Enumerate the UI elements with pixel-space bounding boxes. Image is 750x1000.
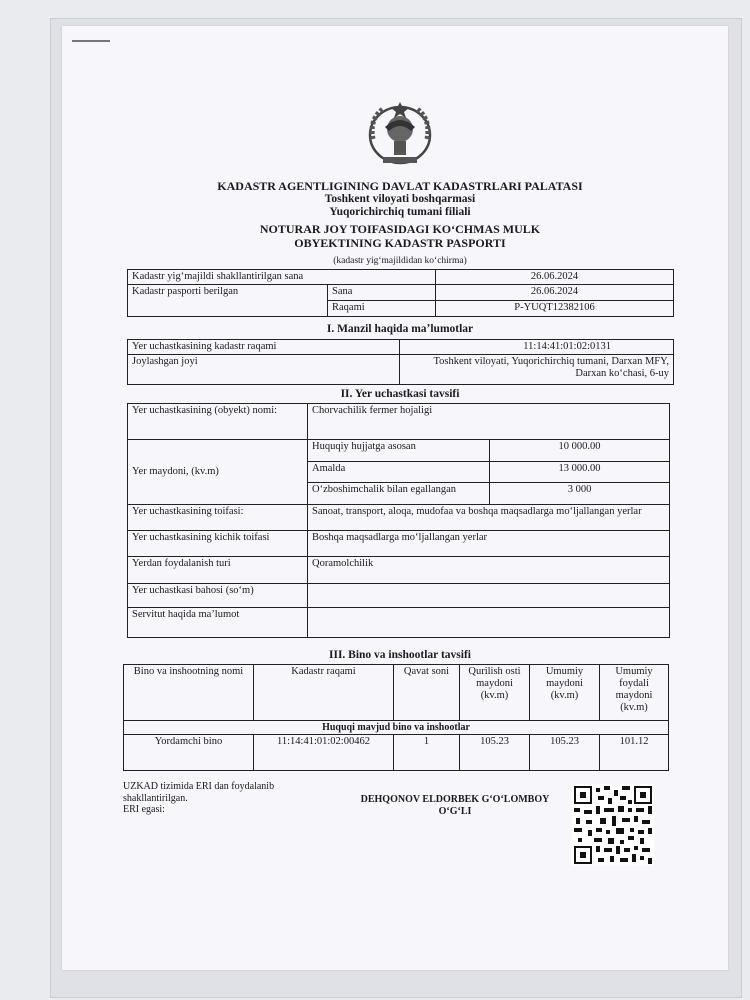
legal-value: 10 000.00 [490, 440, 670, 462]
registry-table [127, 269, 674, 317]
number-label: Raqami [328, 301, 436, 317]
land-use-value: Qoramolchilik [308, 557, 670, 584]
legal-label: Huquqiy hujjatga asosan [308, 440, 490, 462]
col-building-name: Bino va inshootning nomi [124, 665, 254, 721]
date-value: 26.06.2024 [436, 285, 674, 301]
eri-note: UZKAD tizimida ERI dan foydalanib shakllantirilgan. [123, 781, 275, 804]
location-label: Joylashgan joyi [128, 355, 400, 385]
area-label: Yer maydoni, (kv.m) [128, 440, 308, 505]
subcategory-value: Boshqa maqsadlarga moʻljallangan yerlar [308, 531, 670, 557]
date-label: Sana [328, 285, 436, 301]
eri-owner-name-line1: DEHQONOV ELDORBEK GʻOʻLOMBOY [360, 794, 550, 805]
col-cadastre-number: Kadastr raqami [254, 665, 394, 721]
sleeve-mark [72, 40, 110, 42]
region-name: Toshkent viloyati boshqarmasi [324, 193, 476, 205]
row-building-name: Yordamchi bino [124, 735, 254, 771]
row-footprint: 105.23 [460, 735, 530, 771]
doc-title-line1: NOTURAR JOY TOIFASIDAGI KOʻCHMAS MULK [259, 222, 541, 236]
agency-name: KADASTR AGENTLIGINING DAVLAT KADASTRLARI PALATASI [217, 179, 583, 193]
formed-date: 26.06.2024 [436, 270, 674, 285]
col-footprint: Qurilish osti maydoni (kv.m) [460, 665, 530, 721]
doc-subtitle: (kadastr yigʻmajildidan koʻchirma) [333, 256, 467, 266]
row-floors: 1 [394, 735, 460, 771]
actual-value: 13 000.00 [490, 462, 670, 483]
price-label: Yer uchastkasi bahosi (soʻm) [128, 584, 308, 608]
price-value [308, 584, 670, 608]
servitude-label: Servitut haqida maʼlumot [128, 608, 308, 638]
formed-label: Kadastr yigʻmajildi shakllantirilgan sana [128, 270, 436, 285]
qr-code-icon [572, 784, 654, 866]
land-use-label: Yerdan foydalanish turi [128, 557, 308, 584]
section1-title: I. Manzil haqida maʼlumotlar [326, 323, 474, 335]
table-row [124, 735, 669, 771]
section3-title: III. Bino va inshootlar tavsifi [329, 649, 471, 661]
eri-owner-name-line2: OʻGʻLI [438, 806, 472, 817]
state-emblem-icon [361, 99, 439, 169]
category-value: Sanoat, transport, aloqa, mudofaa va boshqa maqsadlarga moʻljallangan yerlar [308, 505, 670, 531]
land-table [127, 403, 670, 638]
servitude-value [308, 608, 670, 638]
row-total-area: 105.23 [530, 735, 600, 771]
branch-name: Yuqorichirchiq tumani filiali [329, 206, 471, 218]
address-table [127, 339, 674, 385]
row-cadastre-number: 11:14:41:01:02:00462 [254, 735, 394, 771]
number-value: P-YUQT12382106 [436, 301, 674, 317]
location-value: Toshkent viloyati, Yuqorichirchiq tumani, Darxan MFY, Darxan koʻchasi, 6-uy [400, 355, 674, 385]
name-value: Chorvachilik fermer hojaligi [308, 404, 670, 440]
col-total-area: Umumiy maydoni (kv.m) [530, 665, 600, 721]
name-label: Yer uchastkasining (obyekt) nomi: [128, 404, 308, 440]
buildings-table [123, 664, 669, 771]
col-useful-area: Umumiy foydali maydoni (kv.m) [600, 665, 669, 721]
doc-title-line2: OBYEKTINING KADASTR PASPORTI [294, 236, 506, 250]
subcategory-label: Yer uchastkasining kichik toifasi [128, 531, 308, 557]
cad-label: Yer uchastkasining kadastr raqami [128, 340, 400, 355]
eri-owner-label: ERI egasi: [123, 804, 165, 815]
buildings-group-title: Huquqi mavjud bino va inshootlar [124, 721, 669, 735]
cad-value: 11:14:41:01:02:0131 [400, 340, 674, 355]
row-useful-area: 101.12 [600, 735, 669, 771]
col-floors: Qavat soni [394, 665, 460, 721]
actual-label: Amalda [308, 462, 490, 483]
self-value: 3 000 [490, 483, 670, 505]
category-label: Yer uchastkasining toifasi: [128, 505, 308, 531]
self-label: Oʻzboshimchalik bilan egallangan [308, 483, 490, 505]
issued-label: Kadastr pasporti berilgan [128, 285, 328, 317]
section2-title: II. Yer uchastkasi tavsifi [340, 388, 460, 400]
